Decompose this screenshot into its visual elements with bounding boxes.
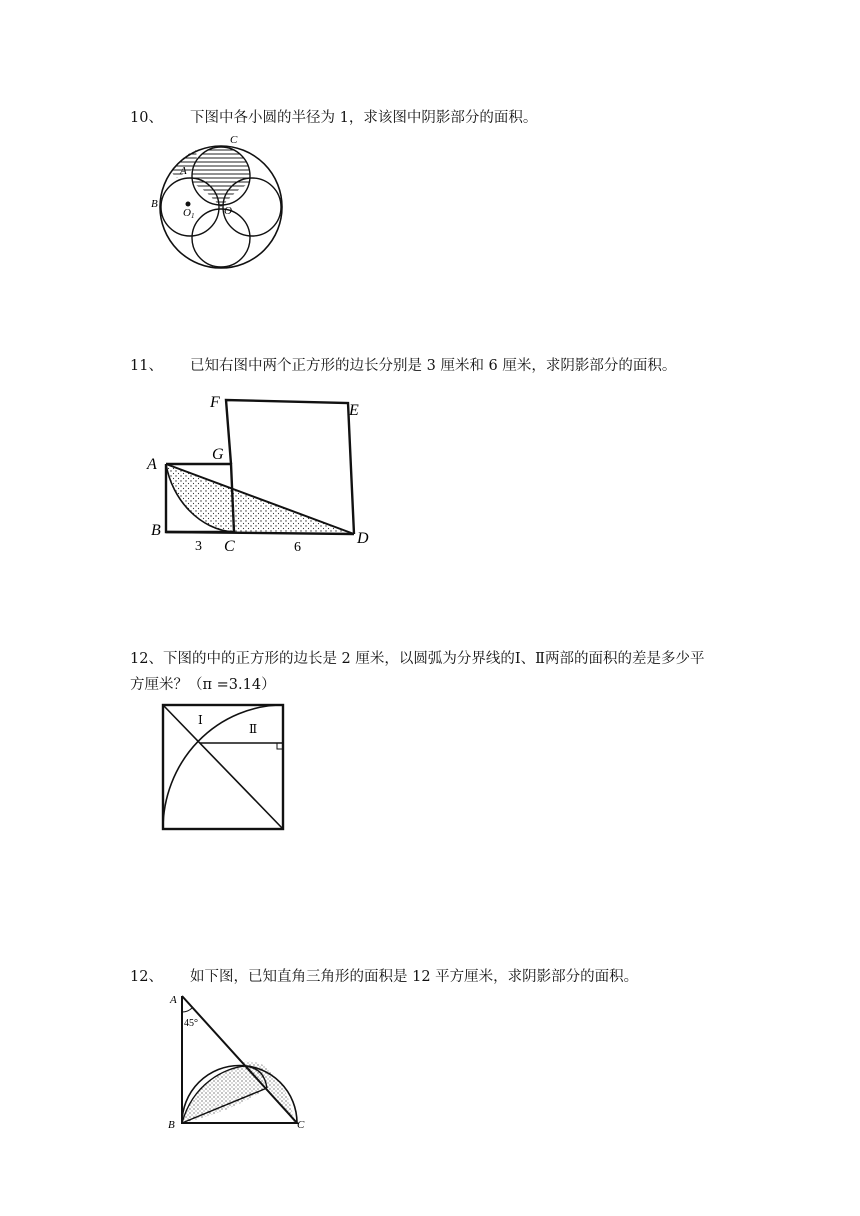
problem-number: 12、 — [130, 969, 163, 985]
diagonal — [163, 705, 283, 829]
problem-text: 如下图，已知直角三角形的面积是 12 平方厘米，求阴影部分的面积。 — [190, 969, 639, 985]
label-o: O — [224, 205, 232, 217]
angle-arc — [182, 1008, 192, 1012]
problem-text: 已知右图中两个正方形的边长分别是 3 厘米和 6 厘米，求阴影部分的面积。 — [190, 358, 677, 374]
label-b: B — [151, 198, 158, 210]
label-c: C — [224, 538, 235, 555]
problem-12a-statement — [130, 646, 704, 698]
problem-number: 11、 — [130, 358, 163, 374]
label-a: A — [147, 456, 157, 473]
label-d: D — [357, 530, 369, 547]
problem-text-line2: 方厘米？（π =3.14） — [130, 677, 276, 693]
figure-square-arc — [158, 700, 288, 835]
problem-11-statement — [130, 354, 676, 378]
problem-12b-statement — [130, 965, 638, 989]
length-cd: 6 — [294, 540, 301, 555]
problem-number: 10、 — [130, 110, 163, 126]
label-b: B — [168, 1119, 175, 1131]
label-b: B — [151, 522, 161, 539]
small-circle-bottom — [192, 209, 250, 267]
label-a: A — [170, 994, 177, 1006]
label-a: A — [180, 165, 187, 177]
label-region-i: Ⅰ — [198, 713, 203, 727]
hatched-region — [171, 147, 250, 207]
figure-triangle-semicircle — [165, 988, 315, 1133]
label-region-ii: Ⅱ — [249, 722, 258, 736]
label-angle: 45° — [184, 1018, 198, 1029]
label-c: C — [230, 134, 238, 146]
figure-circles — [140, 128, 300, 273]
problem-text-line1: 下图的中的正方形的边长是 2 厘米，以圆弧为分界线的Ⅰ、Ⅱ两部的面积的差是多少平 — [162, 651, 705, 667]
label-g: G — [212, 446, 224, 463]
problem-number: 12、 — [130, 651, 163, 667]
label-e: E — [349, 402, 359, 419]
problem-10-statement — [130, 106, 537, 130]
label-c: C — [297, 1119, 305, 1131]
figure-two-squares — [140, 385, 380, 560]
length-bc: 3 — [195, 539, 202, 554]
label-o1: O1 — [183, 207, 195, 220]
problem-text: 下图中各小圆的半径为 1，求该图中阴影部分的面积。 — [190, 110, 538, 126]
center-point-o1 — [186, 202, 191, 207]
label-f: F — [210, 394, 220, 411]
